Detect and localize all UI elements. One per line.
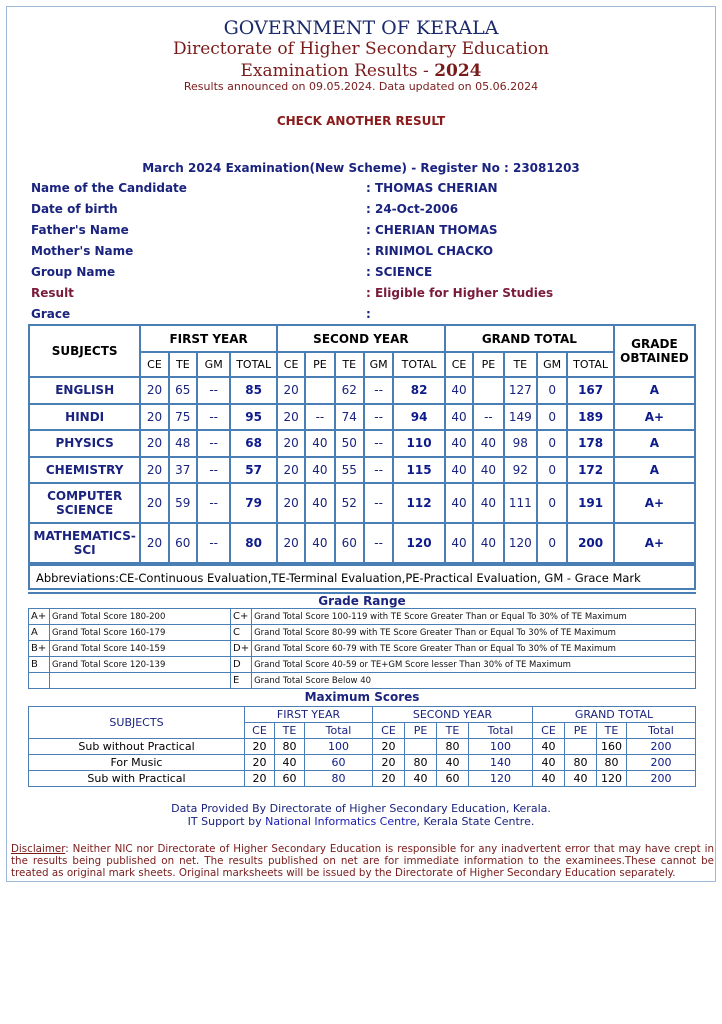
sy-pe-cell: 40 <box>305 430 334 457</box>
gt-pe-cell <box>473 377 503 404</box>
maximum-scores-title: Maximum Scores <box>304 690 420 704</box>
max-fy-ce-header: CE <box>245 723 275 739</box>
check-another-result-link[interactable]: CHECK ANOTHER RESULT <box>276 114 446 128</box>
sy-te-cell: 55 <box>335 457 364 484</box>
fy-ce-cell: 20 <box>140 404 168 431</box>
fy-total-cell: 68 <box>230 430 277 457</box>
sy-ce-cell: 20 <box>277 483 305 523</box>
max-fy-ce-cell: 20 <box>245 755 275 771</box>
marks-table <box>28 324 696 564</box>
grade-letter: B <box>29 657 50 673</box>
fy-ce-cell: 20 <box>140 483 168 523</box>
fy-gm-cell: -- <box>197 523 230 563</box>
max-gt-pe-cell: 80 <box>565 755 597 771</box>
fy-gm-cell: -- <box>197 430 230 457</box>
footer-data-provider: Data Provided By Directorate of Higher Secondary Education, Kerala. <box>171 802 551 815</box>
grade-cell: A <box>614 430 695 457</box>
fy-ce-cell: 20 <box>140 457 168 484</box>
gt-ce-cell: 40 <box>445 377 473 404</box>
max-subject-cell: Sub with Practical <box>29 771 245 787</box>
gt-gm-header: GM <box>537 352 567 377</box>
gt-te-cell: 127 <box>504 377 537 404</box>
sy-total-cell: 94 <box>393 404 445 431</box>
gt-gm-cell: 0 <box>537 430 567 457</box>
fy-gm-cell: -- <box>197 404 230 431</box>
max-fy-total-cell: 80 <box>305 771 373 787</box>
gt-total-cell: 191 <box>567 483 614 523</box>
abbreviations-note: Abbreviations:CE-Continuous Evaluation,TE-Terminal Evaluation,PE-Practical Evaluation, GM - Grace Mark <box>28 564 696 590</box>
sy-te-cell: 74 <box>335 404 364 431</box>
max-first-year-header: FIRST YEAR <box>245 707 373 723</box>
max-fy-total-cell: 60 <box>305 755 373 771</box>
fy-total-cell: 80 <box>230 523 277 563</box>
max-gt-te-cell: 120 <box>597 771 627 787</box>
fy-total-header: TOTAL <box>230 352 277 377</box>
max-fy-total-cell: 100 <box>305 739 373 755</box>
announcement-line: Results announced on 09.05.2024. Data updated on 05.06.2024 <box>183 80 539 93</box>
gt-pe-cell: 40 <box>473 430 503 457</box>
sy-total-cell: 82 <box>393 377 445 404</box>
register-line: March 2024 Examination(New Scheme) - Register No : 23081203 <box>142 161 580 175</box>
sy-ce-header: CE <box>277 352 305 377</box>
max-sy-ce-header: CE <box>373 723 405 739</box>
result-value: : Eligible for Higher Studies <box>366 286 554 300</box>
gt-te-cell: 149 <box>504 404 537 431</box>
sy-pe-cell: 40 <box>305 483 334 523</box>
max-fy-ce-cell: 20 <box>245 739 275 755</box>
max-fy-te-cell: 40 <box>275 755 305 771</box>
sy-pe-header: PE <box>305 352 334 377</box>
max-gt-total-header: Total <box>627 723 696 739</box>
max-gt-pe-cell <box>565 739 597 755</box>
group-name-value: : SCIENCE <box>366 265 433 279</box>
grade-cell: A+ <box>614 523 695 563</box>
max-sy-pe-header: PE <box>405 723 437 739</box>
grade-letter: C+ <box>231 609 252 625</box>
fy-gm-header: GM <box>197 352 230 377</box>
fy-ce-cell: 20 <box>140 377 168 404</box>
grade-letter: D+ <box>231 641 252 657</box>
grade-range-row <box>29 609 696 625</box>
fy-ce-header: CE <box>140 352 168 377</box>
sy-total-cell: 110 <box>393 430 445 457</box>
sy-gm-cell: -- <box>364 457 393 484</box>
max-sy-ce-cell: 20 <box>373 739 405 755</box>
marks-row <box>29 377 695 404</box>
sy-ce-cell: 20 <box>277 377 305 404</box>
grade-letter <box>29 673 50 689</box>
gt-gm-cell: 0 <box>537 377 567 404</box>
grade-description: Grand Total Score 180-200 <box>50 609 231 625</box>
fy-te-cell: 60 <box>169 523 197 563</box>
fy-ce-cell: 20 <box>140 430 168 457</box>
government-title: GOVERNMENT OF KERALA <box>223 17 499 39</box>
father-name-value: : CHERIAN THOMAS <box>366 223 498 237</box>
mother-name-label: Mother's Name <box>31 244 134 258</box>
max-sy-pe-cell <box>405 739 437 755</box>
subject-cell: COMPUTER SCIENCE <box>29 483 140 523</box>
gt-te-header: TE <box>504 352 537 377</box>
sy-gm-header: GM <box>364 352 393 377</box>
mother-name-value: : RINIMOL CHACKO <box>366 244 494 258</box>
fy-te-cell: 59 <box>169 483 197 523</box>
max-subject-cell: Sub without Practical <box>29 739 245 755</box>
fy-te-cell: 37 <box>169 457 197 484</box>
max-sy-total-cell: 140 <box>469 755 533 771</box>
max-subjects-header: SUBJECTS <box>29 707 245 739</box>
grade-letter: E <box>231 673 252 689</box>
gt-pe-cell: 40 <box>473 457 503 484</box>
sy-pe-cell: -- <box>305 404 334 431</box>
sy-total-cell: 115 <box>393 457 445 484</box>
gt-gm-cell: 0 <box>537 483 567 523</box>
gt-ce-header: CE <box>445 352 473 377</box>
nic-link[interactable]: National Informatics Centre <box>265 815 417 828</box>
subject-cell: PHYSICS <box>29 430 140 457</box>
footer-it-prefix: IT Support by <box>187 815 266 828</box>
grade-cell: A <box>614 377 695 404</box>
max-gt-te-cell: 160 <box>597 739 627 755</box>
father-name-label: Father's Name <box>31 223 129 237</box>
gt-te-cell: 120 <box>504 523 537 563</box>
fy-total-cell: 85 <box>230 377 277 404</box>
max-sy-total-cell: 120 <box>469 771 533 787</box>
grade-description: Grand Total Score 80-99 with TE Score Greater Than or Equal To 30% of TE Maximum <box>252 625 696 641</box>
max-sy-ce-cell: 20 <box>373 771 405 787</box>
max-sy-ce-cell: 20 <box>373 755 405 771</box>
gt-te-cell: 92 <box>504 457 537 484</box>
maximum-scores-table <box>28 706 696 787</box>
disclaimer-text: : Neither NIC nor Directorate of Higher Secondary Education is responsible for any inadvertent error that may have crept in the results being published on net. The results published on net are for immediate information to the examinees.These cannot be treated as original mark sheets. Original marksheets will be issued by the Directorate of Higher Secondary Education separately. <box>11 843 714 879</box>
gt-total-cell: 178 <box>567 430 614 457</box>
sy-ce-cell: 20 <box>277 430 305 457</box>
max-sy-te-cell: 80 <box>437 739 469 755</box>
grand-total-header: GRAND TOTAL <box>445 325 614 352</box>
max-sy-pe-cell: 40 <box>405 771 437 787</box>
result-label: Result <box>31 286 74 300</box>
max-score-row <box>29 771 696 787</box>
grade-description: Grand Total Score 120-139 <box>50 657 231 673</box>
gt-gm-cell: 0 <box>537 404 567 431</box>
fy-te-header: TE <box>169 352 197 377</box>
grade-letter: A <box>29 625 50 641</box>
grade-cell: A+ <box>614 404 695 431</box>
grade-cell: A+ <box>614 483 695 523</box>
marks-row <box>29 523 695 563</box>
sy-te-header: TE <box>335 352 364 377</box>
sy-pe-cell: 40 <box>305 457 334 484</box>
footer-it-support <box>0 815 722 828</box>
sy-te-cell: 50 <box>335 430 364 457</box>
grade-range-row <box>29 673 696 689</box>
fy-te-cell: 65 <box>169 377 197 404</box>
grace-label: Grace <box>31 307 71 321</box>
max-gt-pe-header: PE <box>565 723 597 739</box>
max-score-row <box>29 755 696 771</box>
max-gt-te-cell: 80 <box>597 755 627 771</box>
grade-letter: D <box>231 657 252 673</box>
max-sy-te-cell: 60 <box>437 771 469 787</box>
max-gt-total-cell: 200 <box>627 739 696 755</box>
grade-letter: C <box>231 625 252 641</box>
max-gt-ce-cell: 40 <box>533 771 565 787</box>
max-gt-ce-cell: 40 <box>533 739 565 755</box>
grade-description: Grand Total Score 40-59 or TE+GM Score lesser Than 30% of TE Maximum <box>252 657 696 673</box>
max-fy-ce-cell: 20 <box>245 771 275 787</box>
max-fy-te-cell: 60 <box>275 771 305 787</box>
grade-range-row <box>29 641 696 657</box>
marks-row <box>29 457 695 484</box>
max-gt-ce-cell: 40 <box>533 755 565 771</box>
max-sy-total-header: Total <box>469 723 533 739</box>
grade-description <box>50 673 231 689</box>
sy-ce-cell: 20 <box>277 457 305 484</box>
grace-value: : <box>366 307 371 321</box>
fy-te-cell: 75 <box>169 404 197 431</box>
dob-label: Date of birth <box>31 202 118 216</box>
max-grand-total-header: GRAND TOTAL <box>533 707 696 723</box>
subject-cell: MATHEMATICS-SCI <box>29 523 140 563</box>
sy-total-cell: 120 <box>393 523 445 563</box>
max-sy-te-cell: 40 <box>437 755 469 771</box>
gt-ce-cell: 40 <box>445 523 473 563</box>
gt-te-cell: 111 <box>504 483 537 523</box>
gt-total-cell: 167 <box>567 377 614 404</box>
sy-pe-cell <box>305 377 334 404</box>
max-sy-te-header: TE <box>437 723 469 739</box>
sy-total-header: TOTAL <box>393 352 445 377</box>
grade-range-row <box>29 657 696 673</box>
marks-row <box>29 483 695 523</box>
candidate-name-label: Name of the Candidate <box>31 181 187 195</box>
max-gt-total-cell: 200 <box>627 755 696 771</box>
max-fy-total-header: Total <box>305 723 373 739</box>
second-year-header: SECOND YEAR <box>277 325 445 352</box>
sy-te-cell: 60 <box>335 523 364 563</box>
exam-title <box>0 61 722 81</box>
gt-gm-cell: 0 <box>537 523 567 563</box>
subjects-header: SUBJECTS <box>29 325 140 377</box>
gt-te-cell: 98 <box>504 430 537 457</box>
fy-ce-cell: 20 <box>140 523 168 563</box>
max-sy-pe-cell: 80 <box>405 755 437 771</box>
gt-pe-cell: -- <box>473 404 503 431</box>
sy-gm-cell: -- <box>364 483 393 523</box>
fy-te-cell: 48 <box>169 430 197 457</box>
max-gt-ce-header: CE <box>533 723 565 739</box>
sy-gm-cell: -- <box>364 377 393 404</box>
grade-header: GRADE OBTAINED <box>614 325 695 377</box>
fy-gm-cell: -- <box>197 483 230 523</box>
gt-total-header: TOTAL <box>567 352 614 377</box>
fy-total-cell: 95 <box>230 404 277 431</box>
grade-range-title: Grade Range <box>28 592 696 608</box>
grade-description: Grand Total Score 160-179 <box>50 625 231 641</box>
grade-range-row <box>29 625 696 641</box>
grade-description: Grand Total Score 140-159 <box>50 641 231 657</box>
sy-te-cell: 52 <box>335 483 364 523</box>
sy-gm-cell: -- <box>364 404 393 431</box>
fy-gm-cell: -- <box>197 457 230 484</box>
grade-letter: B+ <box>29 641 50 657</box>
gt-total-cell: 200 <box>567 523 614 563</box>
gt-pe-cell: 40 <box>473 523 503 563</box>
marks-row <box>29 430 695 457</box>
gt-ce-cell: 40 <box>445 404 473 431</box>
sy-pe-cell: 40 <box>305 523 334 563</box>
sy-ce-cell: 20 <box>277 523 305 563</box>
grade-description: Grand Total Score 100-119 with TE Score Greater Than or Equal To 30% of TE Maximum <box>252 609 696 625</box>
disclaimer <box>11 843 714 879</box>
gt-ce-cell: 40 <box>445 457 473 484</box>
sy-ce-cell: 20 <box>277 404 305 431</box>
marks-row <box>29 404 695 431</box>
gt-ce-cell: 40 <box>445 430 473 457</box>
gt-total-cell: 189 <box>567 404 614 431</box>
disclaimer-label: Disclaimer <box>11 843 66 855</box>
grade-description: Grand Total Score Below 40 <box>252 673 696 689</box>
gt-ce-cell: 40 <box>445 483 473 523</box>
dob-value: : 24-Oct-2006 <box>366 202 459 216</box>
gt-gm-cell: 0 <box>537 457 567 484</box>
gt-pe-header: PE <box>473 352 503 377</box>
fy-gm-cell: -- <box>197 377 230 404</box>
first-year-header: FIRST YEAR <box>140 325 277 352</box>
max-fy-te-header: TE <box>275 723 305 739</box>
grade-cell: A <box>614 457 695 484</box>
directorate-title: Directorate of Higher Secondary Education <box>173 39 549 59</box>
sy-gm-cell: -- <box>364 523 393 563</box>
fy-total-cell: 79 <box>230 483 277 523</box>
grade-letter: A+ <box>29 609 50 625</box>
max-score-row <box>29 739 696 755</box>
footer-it-suffix: , Kerala State Centre. <box>416 815 535 828</box>
subject-cell: CHEMISTRY <box>29 457 140 484</box>
sy-total-cell: 112 <box>393 483 445 523</box>
max-second-year-header: SECOND YEAR <box>373 707 533 723</box>
max-gt-total-cell: 200 <box>627 771 696 787</box>
grade-range-table <box>28 608 696 689</box>
gt-pe-cell: 40 <box>473 483 503 523</box>
gt-total-cell: 172 <box>567 457 614 484</box>
sy-gm-cell: -- <box>364 430 393 457</box>
fy-total-cell: 57 <box>230 457 277 484</box>
subject-cell: ENGLISH <box>29 377 140 404</box>
sy-te-cell: 62 <box>335 377 364 404</box>
candidate-name-value: : THOMAS CHERIAN <box>366 181 498 195</box>
grade-description: Grand Total Score 60-79 with TE Score Greater Than or Equal To 30% of TE Maximum <box>252 641 696 657</box>
max-fy-te-cell: 80 <box>275 739 305 755</box>
exam-year: 2024 <box>434 61 482 81</box>
max-gt-pe-cell: 40 <box>565 771 597 787</box>
subject-cell: HINDI <box>29 404 140 431</box>
exam-title-prefix: Examination Results - <box>240 61 435 81</box>
group-name-label: Group Name <box>31 265 116 279</box>
max-gt-te-header: TE <box>597 723 627 739</box>
max-subject-cell: For Music <box>29 755 245 771</box>
max-sy-total-cell: 100 <box>469 739 533 755</box>
